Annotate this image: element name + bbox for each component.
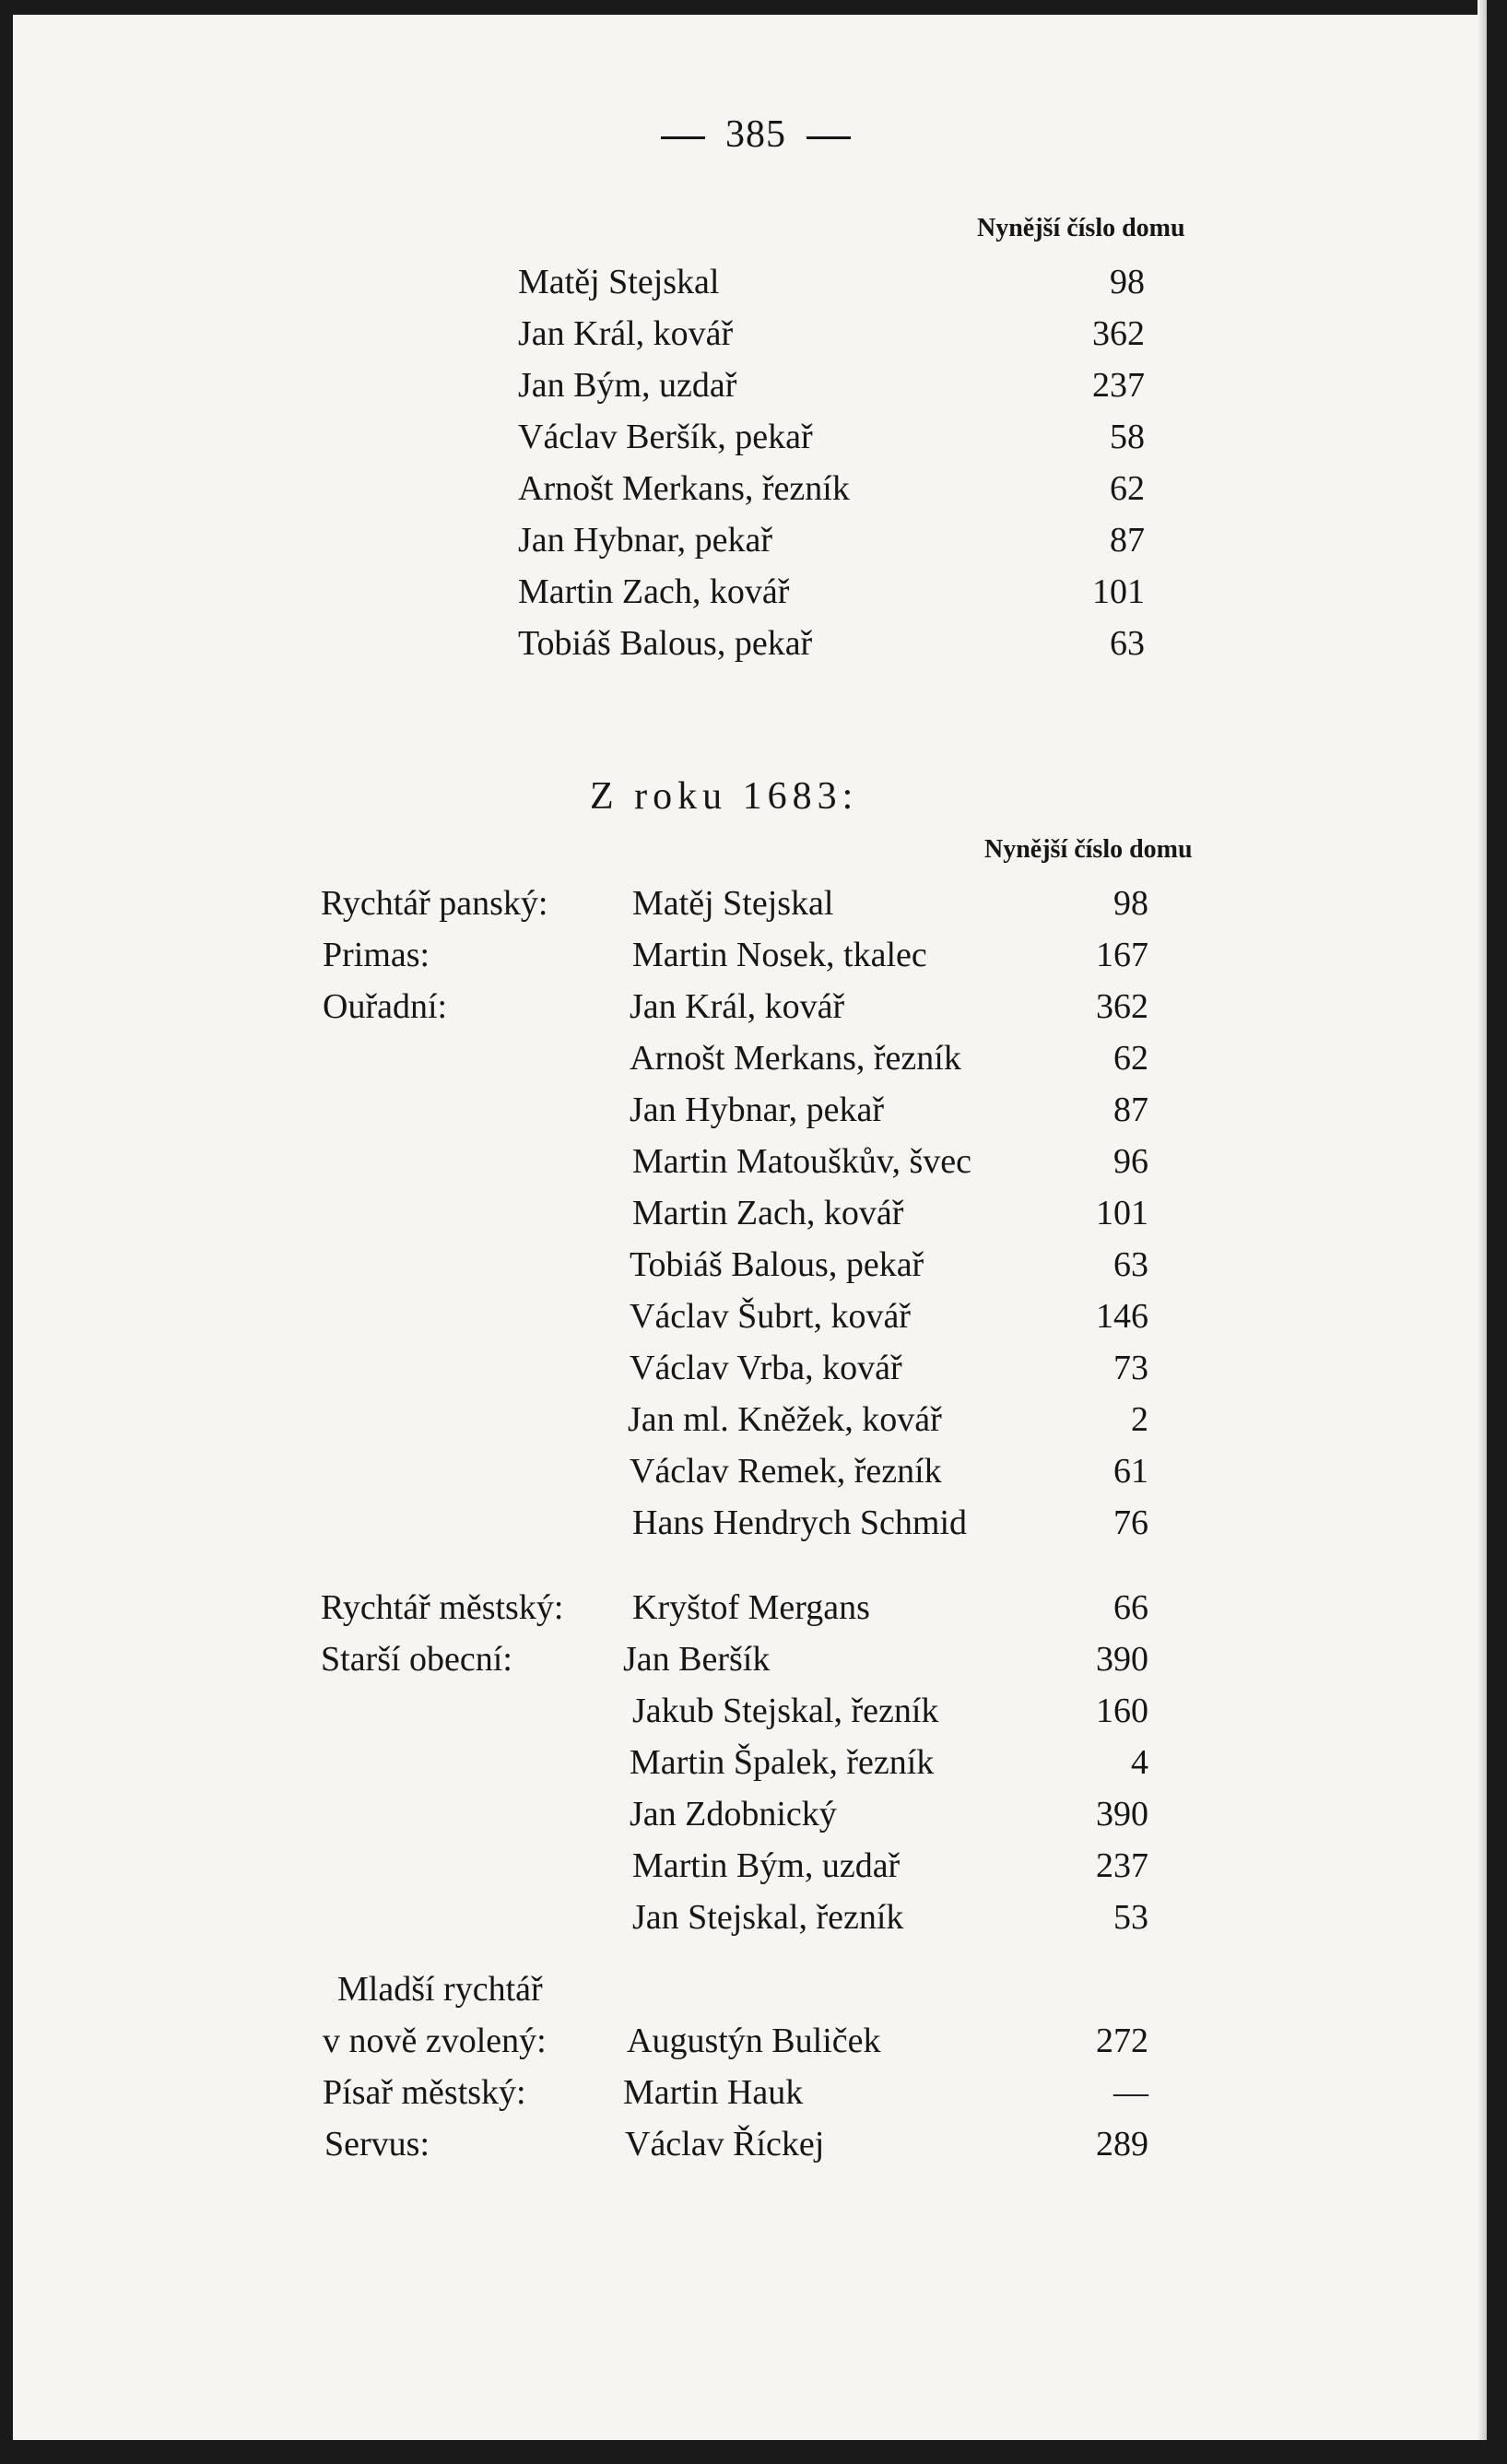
entry-number: 66 — [1113, 1588, 1148, 1627]
entry-name: Jan ml. Kněžek, kovář — [628, 1400, 942, 1439]
entry-number: 146 — [1096, 1297, 1148, 1336]
entry-name: Tobiáš Balous, pekař — [630, 1245, 924, 1284]
entry-number: 62 — [1113, 1039, 1148, 1078]
label-pisar-mestsky: Písař městský: — [323, 2073, 526, 2112]
entry-name: Martin Matouškův, švec — [632, 1142, 971, 1181]
entry-number: 53 — [1113, 1898, 1148, 1937]
list-item — [518, 514, 1163, 566]
entry-name: Arnošt Merkans, řezník — [630, 1039, 961, 1078]
list-item — [518, 463, 1163, 514]
list-item — [632, 1497, 1148, 1549]
list-item — [518, 618, 1163, 669]
entry-number: 4 — [1131, 1743, 1148, 1782]
entry-name: Hans Hendrych Schmid — [632, 1503, 968, 1542]
entry-number: 98 — [1110, 263, 1145, 301]
scan-border-bottom — [0, 2440, 1507, 2464]
list-item — [623, 1633, 1148, 1685]
entry-name: Jan Král, kovář — [518, 314, 734, 353]
entry-name: Tobiáš Balous, pekař — [518, 624, 813, 663]
entry-number: 87 — [1113, 1091, 1148, 1129]
label-ouradni: Ouřadní: — [323, 987, 448, 1026]
label-rychtar-pansky: Rychtář panský: — [321, 884, 548, 923]
entry-number: 87 — [1110, 521, 1145, 560]
list-item — [632, 1685, 1148, 1737]
list-item — [627, 2015, 1152, 2067]
entry-name: Augustýn Buliček — [627, 2022, 881, 2060]
entry-name: Václav Šubrt, kovář — [630, 1297, 911, 1336]
entry-name: Václav Remek, řezník — [630, 1452, 942, 1491]
entry-name: Václav Říckej — [625, 2125, 825, 2163]
entry-number: 58 — [1110, 418, 1145, 456]
entry-name: Martin Bým, uzdař — [632, 1846, 901, 1885]
list-item — [632, 878, 1148, 929]
entry-number: 362 — [1096, 987, 1148, 1026]
entry-name: Martin Zach, kovář — [518, 572, 790, 611]
list-item — [632, 1582, 1148, 1633]
list-item — [625, 2118, 1150, 2170]
list-item — [632, 929, 1148, 981]
list-item — [630, 1084, 1146, 1136]
list-item — [630, 1737, 1146, 1788]
entry-name: Martin Špalek, řezník — [630, 1743, 935, 1782]
entry-name: Václav Vrba, kovář — [630, 1349, 902, 1387]
list-item — [630, 1291, 1146, 1342]
list-item — [630, 1788, 1146, 1840]
label-rychtar-mestsky: Rychtář městský: — [321, 1588, 564, 1627]
label-starsi-obecni: Starší obecní: — [321, 1640, 512, 1679]
entry-number: 101 — [1092, 572, 1145, 611]
list-item — [632, 1840, 1148, 1892]
section-title — [590, 774, 858, 819]
list-item — [518, 308, 1163, 360]
list-item — [632, 1892, 1148, 1943]
entry-name: Martin Hauk — [623, 2073, 804, 2112]
dash-left — [661, 136, 705, 139]
entry-name: Jan Hybnar, pekař — [630, 1091, 884, 1129]
entry-number: 289 — [1096, 2125, 1148, 2163]
entry-name: Jan Král, kovář — [630, 987, 845, 1026]
list-item — [630, 1342, 1146, 1394]
entry-number: 2 — [1131, 1400, 1148, 1439]
column-header-1: Nynější číslo domu — [977, 214, 1185, 242]
entry-name: Matěj Stejskal — [632, 884, 834, 923]
entry-number: 237 — [1096, 1846, 1148, 1885]
entry-name: Jan Beršík — [623, 1640, 771, 1679]
entry-number: 237 — [1092, 366, 1145, 405]
entry-number: — — [1113, 2073, 1148, 2112]
entry-number: 390 — [1096, 1640, 1148, 1679]
scan-border-top — [0, 0, 1507, 15]
column-header-2: Nynější číslo domu — [984, 835, 1193, 864]
list-item — [518, 256, 1163, 308]
section-title-text: Z roku 1683: — [590, 775, 859, 818]
entry-number: 76 — [1113, 1503, 1148, 1542]
list-item — [630, 981, 1146, 1032]
list-item — [632, 1136, 1148, 1187]
entry-number: 61 — [1113, 1452, 1148, 1491]
entry-number: 63 — [1110, 624, 1145, 663]
list-item — [628, 1394, 1148, 1445]
entry-name: Jan Stejskal, řezník — [632, 1898, 904, 1937]
entry-name: Martin Nosek, tkalec — [632, 936, 927, 974]
scan-border-right — [1487, 0, 1507, 2464]
label-v-nove-zvoleny: v nově zvolený: — [323, 2022, 547, 2060]
list-item — [630, 1239, 1146, 1291]
entry-name: Jan Bým, uzdař — [518, 366, 737, 405]
entry-number: 167 — [1096, 936, 1148, 974]
entry-number: 390 — [1096, 1795, 1148, 1833]
entry-number: 73 — [1113, 1349, 1148, 1387]
scan-shadow-right — [1478, 0, 1487, 2464]
entry-name: Jan Hybnar, pekař — [518, 521, 772, 560]
entry-name: Arnošt Merkans, řezník — [518, 469, 850, 508]
list-item — [518, 360, 1163, 411]
entry-name: Martin Zach, kovář — [632, 1194, 904, 1232]
label-primas: Primas: — [323, 936, 430, 974]
list-item — [518, 566, 1163, 618]
entry-number: 98 — [1113, 884, 1148, 923]
list-item — [518, 411, 1163, 463]
list-item — [632, 1187, 1148, 1239]
entry-number: 96 — [1113, 1142, 1148, 1181]
entry-number: 272 — [1096, 2022, 1148, 2060]
entry-name: Václav Beršík, pekař — [518, 418, 813, 456]
entry-number: 63 — [1113, 1245, 1148, 1284]
page-number — [553, 112, 959, 157]
list-item — [623, 2067, 1148, 2118]
list-item — [630, 1445, 1146, 1497]
entry-number: 62 — [1110, 469, 1145, 508]
dash-right — [806, 136, 851, 139]
list-item — [630, 1032, 1146, 1084]
label-servus: Servus: — [324, 2125, 430, 2163]
entry-name: Kryštof Mergans — [632, 1588, 870, 1627]
entry-name: Matěj Stejskal — [518, 263, 720, 301]
entry-name: Jan Zdobnický — [630, 1795, 837, 1833]
page-number-text: 385 — [725, 113, 786, 156]
entry-name: Jakub Stejskal, řezník — [632, 1692, 939, 1730]
label-mladsi-rychtar: Mladší rychtář — [337, 1970, 543, 2009]
scan-border-left — [0, 0, 13, 2464]
entry-number: 160 — [1096, 1692, 1148, 1730]
entry-number: 362 — [1092, 314, 1145, 353]
entry-number: 101 — [1096, 1194, 1148, 1232]
